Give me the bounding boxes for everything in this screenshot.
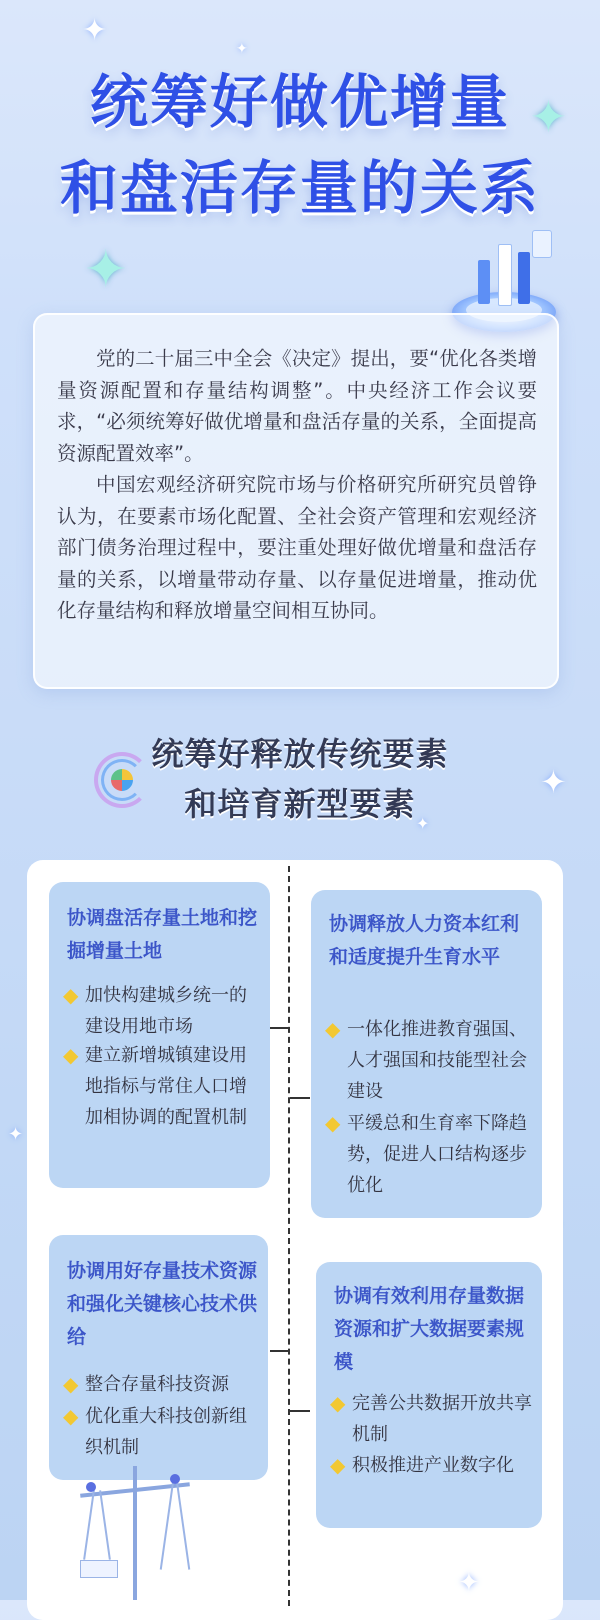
sparkle-icon: ✦ (458, 1568, 480, 1598)
card-title: 协调用好存量技术资源和强化关键核心技术供给 (67, 1260, 258, 1348)
card-title: 协调有效利用存量数据资源和扩大数据要素规模 (334, 1285, 525, 1373)
card-title: 协调盘活存量土地和挖掘增量土地 (67, 907, 258, 962)
intro-paragraph-1: 党的二十届三中全会《决定》提出，要“优化各类增量资源配置和存量结构调整”。中央经济工作会议要求，“必须统筹好做优增量和盘活存量的关系，全面提高资源配置效率”。 (57, 347, 537, 465)
sparkle-icon: ✦ (540, 763, 567, 801)
section-title-line-1: 统筹好释放传统要素 (151, 735, 449, 773)
list-item: ◆ 一体化推进教育强国、人才强国和技能型社会建设 (325, 1014, 532, 1107)
diamond-bullet-icon: ◆ (63, 1404, 79, 1428)
diamond-bullet-icon: ◆ (330, 1453, 346, 1477)
intro-card (33, 313, 559, 689)
diamond-bullet-icon: ◆ (63, 1372, 79, 1396)
card-data (316, 1262, 542, 1528)
timeline-tick (290, 1410, 310, 1412)
list-item: ◆ 建立新增城镇建设用地指标与常住人口增加相协调的配置机制 (63, 1040, 260, 1133)
timeline-tick (270, 1027, 290, 1029)
diamond-bullet-icon: ◆ (325, 1111, 341, 1135)
card-human-capital (311, 890, 542, 1218)
card-title: 协调释放人力资本红利和适度提升生育水平 (329, 913, 520, 968)
timeline-tick (270, 1350, 290, 1352)
sparkle-icon: ✦ (416, 814, 430, 833)
timeline-tick (290, 1097, 310, 1099)
card-technology (49, 1235, 268, 1480)
section-title-line-2: 和培育新型要素 (184, 785, 416, 823)
list-item: ◆ 积极推进产业数字化 (330, 1450, 532, 1481)
balance-scale-illustration (70, 1466, 200, 1600)
list-item: ◆ 优化重大科技创新组织机制 (63, 1401, 258, 1463)
timeline-divider (288, 866, 290, 1606)
list-item: ◆ 加快构建城乡统一的建设用地市场 (63, 980, 260, 1042)
sparkle-icon: ✦ (236, 41, 248, 57)
page-title-line-2: 和盘活存量的关系 (59, 154, 540, 222)
diamond-bullet-icon: ◆ (63, 983, 79, 1007)
intro-paragraph-2: 中国宏观经济研究院市场与价格研究所研究员曾铮认为，在要素市场化配置、全社会资产管理和宏观经济部门债务治理过程中，要注重处理好做优增量和盘活存量的关系，以增量带动存量、以存量促进增量，推动优化存量结构和释放增量空间相互协同。 (57, 473, 537, 622)
page-title-line-1: 统筹好做优增量 (89, 68, 510, 136)
card-land (49, 882, 270, 1188)
diamond-bullet-icon: ◆ (330, 1391, 346, 1415)
diamond-bullet-icon: ◆ (325, 1017, 341, 1041)
sparkle-icon: ✦ (8, 1124, 24, 1145)
sparkle-icon: ✦ (84, 240, 128, 300)
list-item: ◆ 整合存量科技资源 (63, 1369, 258, 1400)
list-item: ◆ 平缓总和生育率下降趋势，促进人口结构逐步优化 (325, 1108, 532, 1201)
diamond-bullet-icon: ◆ (63, 1043, 79, 1067)
sparkle-icon: ✦ (82, 13, 108, 48)
list-item: ◆ 完善公共数据开放共享机制 (330, 1388, 532, 1450)
sparkle-icon: ✦ (530, 92, 567, 143)
